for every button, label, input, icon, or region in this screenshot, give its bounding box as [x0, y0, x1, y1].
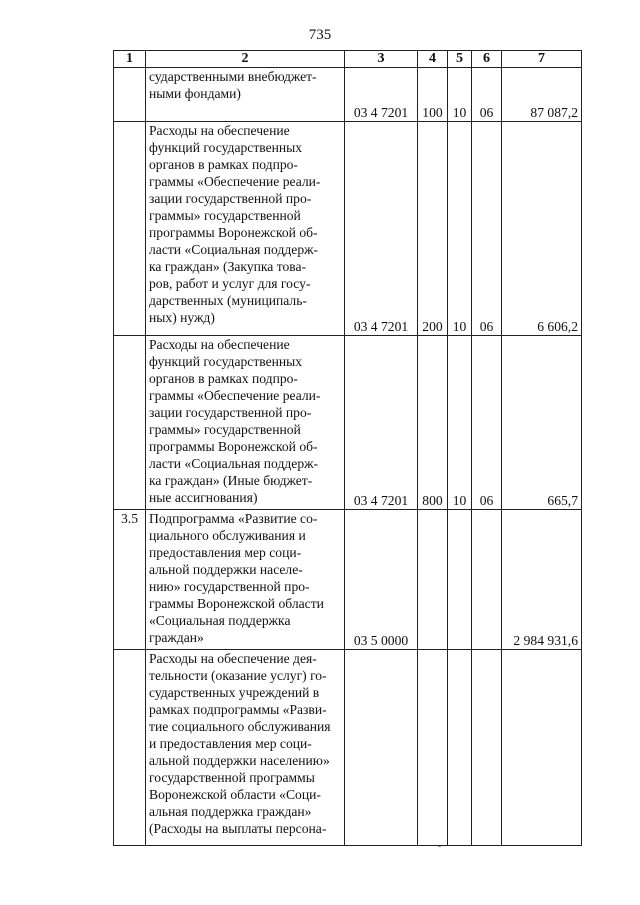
target-code	[345, 650, 418, 846]
expense-type: 100	[418, 68, 448, 122]
description-line: Воронежской области «Соци-	[149, 787, 321, 802]
expense-type	[418, 510, 448, 650]
description-line: граммы» государственной	[149, 208, 301, 223]
section: 10	[448, 68, 472, 122]
description-line: ласти «Социальная поддерж-	[149, 456, 319, 471]
description-line: тельности (оказание услуг) го-	[149, 668, 327, 683]
description-line: граждан»	[149, 630, 204, 645]
description-line: граммы «Обеспечение реали-	[149, 174, 321, 189]
section	[448, 650, 472, 846]
amount: 665,7	[502, 336, 582, 510]
expense-type: 200	[418, 122, 448, 336]
row-description	[146, 650, 345, 846]
description-line: Расходы на обеспечение дея-	[149, 651, 317, 666]
description-line: ка граждан» (Закупка това-	[149, 259, 307, 274]
description-line: органов в рамках подпро-	[149, 157, 298, 172]
header-col-3: 3	[345, 51, 418, 68]
row-description	[146, 510, 345, 650]
target-code: 03 4 7201	[345, 122, 418, 336]
description-line: рамках подпрограммы «Разви-	[149, 702, 327, 717]
expense-type	[418, 650, 448, 846]
description-line: ласти «Социальная поддерж-	[149, 242, 319, 257]
target-code: 03 4 7201	[345, 336, 418, 510]
description-line: сударственными внебюджет-	[149, 69, 317, 84]
section: 10	[448, 336, 472, 510]
description-line: граммы Воронежской области	[149, 596, 324, 611]
description-line: альная поддержка граждан»	[149, 804, 312, 819]
description-line: и предоставления мер соци-	[149, 736, 312, 751]
row-number	[114, 122, 146, 336]
header-col-5: 5	[448, 51, 472, 68]
description-line: сударственных учреждений в	[149, 685, 320, 700]
amount: 2 984 931,6	[502, 510, 582, 650]
description-line: Подпрограмма «Развитие со-	[149, 511, 318, 526]
subsection: 06	[472, 336, 502, 510]
amount: 6 606,2	[502, 122, 582, 336]
budget-table	[113, 50, 582, 846]
description-line: зации государственной про-	[149, 405, 312, 420]
section: 10	[448, 122, 472, 336]
header-col-2: 2	[146, 51, 345, 68]
header-col-6: 6	[472, 51, 502, 68]
row-number: 3.5	[114, 510, 146, 650]
table-row	[114, 650, 582, 846]
description-line: альной поддержки населе-	[149, 562, 303, 577]
description-line: программы Воронежской об-	[149, 225, 318, 240]
row-number	[114, 68, 146, 122]
subsection: 06	[472, 68, 502, 122]
description-line: функций государственных	[149, 140, 303, 155]
target-code: 03 4 7201	[345, 68, 418, 122]
header-col-4: 4	[418, 51, 448, 68]
description-line: ных) нужд)	[149, 310, 215, 325]
description-line: программы Воронежской об-	[149, 439, 318, 454]
amount: 87 087,2	[502, 68, 582, 122]
description-line: ка граждан» (Иные бюджет-	[149, 473, 313, 488]
row-number	[114, 336, 146, 510]
row-description	[146, 68, 345, 122]
description-line: (Расходы на выплаты персона-	[149, 821, 327, 836]
description-line: альной поддержки населению»	[149, 753, 330, 768]
description-line: Расходы на обеспечение	[149, 337, 290, 352]
description-line: циального обслуживания и	[149, 528, 306, 543]
scan-speck	[438, 846, 441, 847]
description-line: нию» государственной про-	[149, 579, 310, 594]
description-line: ные ассигнования)	[149, 490, 258, 505]
description-line: граммы «Обеспечение реали-	[149, 388, 321, 403]
expense-type: 800	[418, 336, 448, 510]
description-line: предоставления мер соци-	[149, 545, 302, 560]
row-description	[146, 122, 345, 336]
description-line: дарственных (муниципаль-	[149, 293, 307, 308]
header-col-7: 7	[502, 51, 582, 68]
row-description	[146, 336, 345, 510]
description-line: зации государственной про-	[149, 191, 312, 206]
table-row	[114, 68, 582, 122]
subsection	[472, 650, 502, 846]
description-line: тие социального обслуживания	[149, 719, 331, 734]
description-line: функций государственных	[149, 354, 303, 369]
description-line: граммы» государственной	[149, 422, 301, 437]
description-line: государственной программы	[149, 770, 315, 785]
header-col-1: 1	[114, 51, 146, 68]
target-code: 03 5 0000	[345, 510, 418, 650]
description-line: ров, работ и услуг для госу-	[149, 276, 311, 291]
header-row	[114, 51, 582, 68]
table-row	[114, 122, 582, 336]
description-line: «Социальная поддержка	[149, 613, 291, 628]
description-line: Расходы на обеспечение	[149, 123, 290, 138]
table-row	[114, 510, 582, 650]
table-row	[114, 336, 582, 510]
description-line: органов в рамках подпро-	[149, 371, 298, 386]
subsection: 06	[472, 122, 502, 336]
amount	[502, 650, 582, 846]
subsection	[472, 510, 502, 650]
page-number: 735	[308, 27, 332, 43]
row-number	[114, 650, 146, 846]
description-line: ными фондами)	[149, 86, 241, 101]
section	[448, 510, 472, 650]
